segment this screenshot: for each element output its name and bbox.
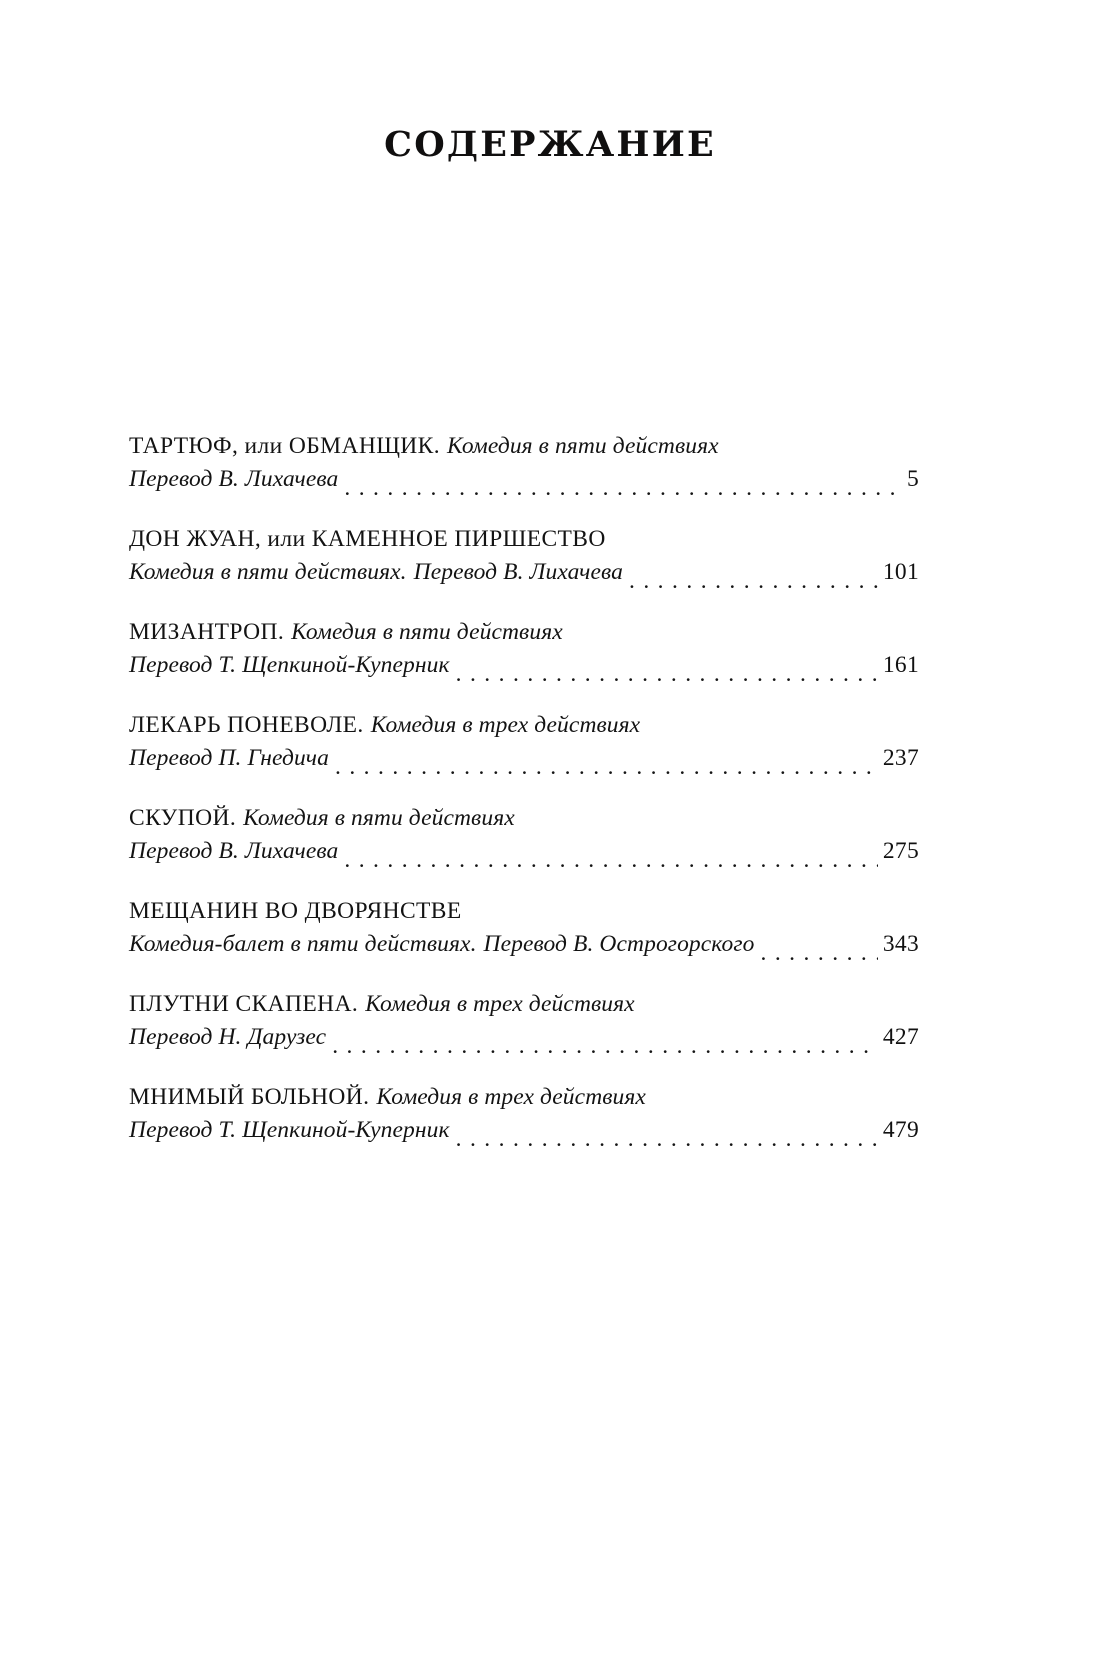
dot-leader	[760, 939, 877, 961]
toc-entry-title: ДОН ЖУАН, или КАМЕННОЕ ПИРШЕСТВО	[129, 526, 606, 552]
toc-entry-title: МИЗАНТРОП.	[129, 619, 285, 645]
toc-entry-title: МНИМЫЙ БОЛЬНОЙ.	[129, 1084, 370, 1110]
toc-entry[interactable]	[129, 430, 919, 496]
toc-entry-subtitle: Комедия-балет в пяти действиях.	[129, 931, 477, 957]
toc-entry[interactable]	[129, 895, 919, 961]
toc-entry-translator: Перевод В. Лихачева	[129, 838, 339, 864]
toc-entry-translator: Перевод В. Лихачева	[129, 466, 339, 492]
toc-entry-page-number: 5	[906, 466, 919, 492]
toc-entry[interactable]	[129, 709, 919, 775]
toc-entry-detail-line	[129, 928, 919, 961]
dot-leader	[344, 846, 878, 868]
dot-leader	[344, 474, 902, 496]
toc-entry[interactable]	[129, 802, 919, 868]
toc-entry[interactable]	[129, 523, 919, 589]
toc-entry-page-number: 101	[882, 559, 919, 585]
toc-entry-translator: Перевод Т. Щепкиной-Куперник	[129, 652, 450, 678]
toc-entry-title-line	[129, 430, 919, 463]
toc-entry-subtitle: Комедия в пяти действиях	[243, 805, 515, 831]
toc-entry-subtitle: Комедия в трех действиях	[376, 1084, 646, 1110]
toc-entry-detail-line	[129, 649, 919, 682]
toc-entry-translator: Перевод П. Гнедича	[129, 745, 329, 771]
toc-entry-title-line	[129, 1081, 919, 1114]
toc-entry-detail-line	[129, 835, 919, 868]
toc-entry-title-line	[129, 709, 919, 742]
toc-entry-page-number: 237	[882, 745, 919, 771]
toc-entry-detail-line	[129, 556, 919, 589]
toc-entry-translator: Перевод Н. Дарузес	[129, 1024, 327, 1050]
toc-entry-detail-line	[129, 463, 919, 496]
toc-entry-page-number: 479	[882, 1117, 919, 1143]
toc-entry-page-number: 161	[882, 652, 919, 678]
toc-entry-page-number: 427	[882, 1024, 919, 1050]
toc-entry-subtitle: Комедия в трех действиях	[370, 712, 641, 738]
toc-entry-detail-line	[129, 742, 919, 775]
dot-leader	[332, 1032, 878, 1054]
dot-leader	[456, 1125, 878, 1147]
toc-entry-page-number: 275	[882, 838, 919, 864]
toc-entry-subtitle: Комедия в трех действиях	[365, 991, 635, 1017]
toc-entry-title-line	[129, 895, 919, 928]
toc-entry-title-line	[129, 616, 919, 649]
dot-leader	[335, 753, 878, 775]
toc-entry-title-line	[129, 988, 919, 1021]
toc-entry-title: ПЛУТНИ СКАПЕНА.	[129, 991, 359, 1017]
dot-leader	[629, 567, 878, 589]
toc-entry-title-line	[129, 802, 919, 835]
toc-entry-translator: Перевод В. Лихачева	[413, 559, 623, 585]
toc-entry-translator: Перевод Т. Щепкиной-Куперник	[129, 1117, 450, 1143]
page-title: СОДЕРЖАНИЕ	[384, 124, 716, 165]
toc-entry-translator: Перевод В. Острогорского	[483, 931, 755, 957]
toc-entry[interactable]	[129, 1081, 919, 1147]
toc-entry-detail-line	[129, 1114, 919, 1147]
toc-entry[interactable]	[129, 988, 919, 1054]
toc-entry[interactable]	[129, 616, 919, 682]
toc-entry-subtitle: Комедия в пяти действиях	[447, 433, 719, 459]
dot-leader	[456, 660, 878, 682]
toc-entry-title-line	[129, 523, 919, 556]
toc-entry-page-number: 343	[882, 931, 919, 957]
toc-entry-detail-line	[129, 1021, 919, 1054]
toc-entry-title: СКУПОЙ.	[129, 805, 237, 831]
toc-entry-title: ТАРТЮФ, или ОБМАНЩИК.	[129, 433, 441, 459]
toc-entry-title: МЕЩАНИН ВО ДВОРЯНСТВЕ	[129, 898, 462, 924]
toc-entry-subtitle: Комедия в пяти действиях.	[129, 559, 407, 585]
table-of-contents-list	[129, 430, 919, 1147]
toc-entry-title: ЛЕКАРЬ ПОНЕВОЛЕ.	[129, 712, 364, 738]
toc-entry-subtitle: Комедия в пяти действиях	[291, 619, 563, 645]
